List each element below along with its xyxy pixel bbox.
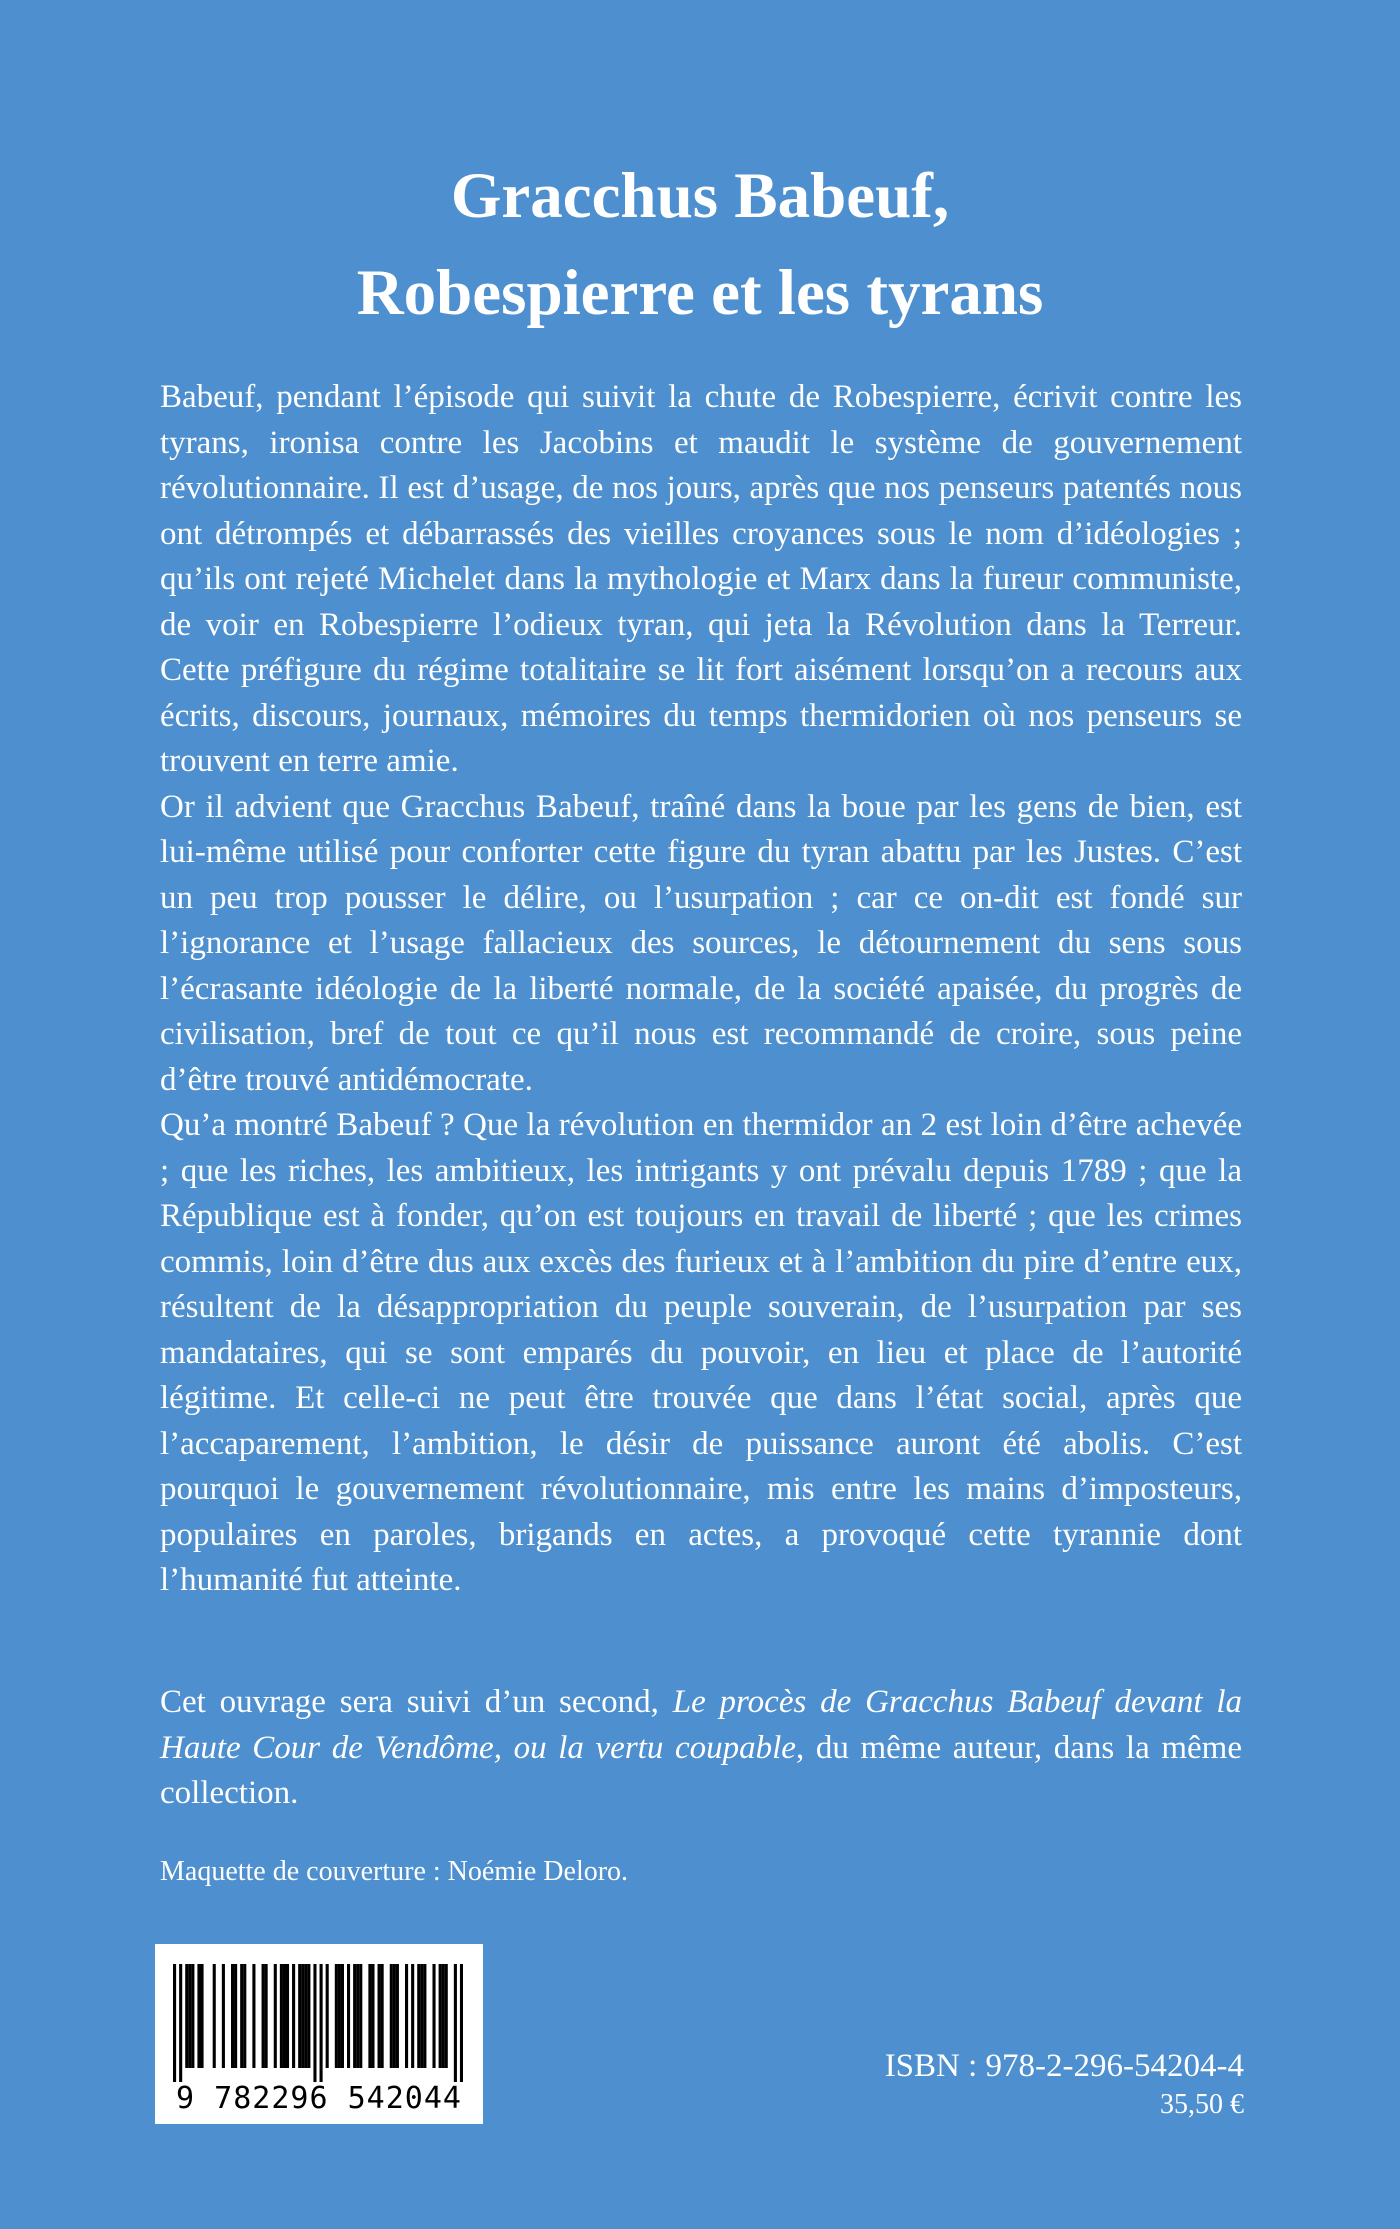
barcode-bar [439, 1964, 442, 2068]
barcode-bar [274, 1964, 277, 2068]
barcode-bar [191, 1964, 194, 2068]
isbn: ISBN : 978-2-296-54204-4 [884, 2048, 1244, 2084]
barcode-digits: 9 782296 542044 [176, 2081, 462, 2116]
barcode-bar [185, 1964, 188, 2068]
barcode-bar [393, 1964, 396, 2068]
barcode-bar [304, 1964, 307, 2068]
barcode-bar [222, 1964, 225, 2068]
sequel-note-lead: Cet ouvrage sera suivi d’un second, [160, 1684, 673, 1720]
barcode-bar [262, 1964, 265, 2068]
barcode-bar [197, 1964, 200, 2068]
sequel-book-title: Le procès de Gracchus Babeuf devant la Haute Cour de Vendôme, ou la vertu coupable [160, 1684, 1242, 1766]
barcode-bar [243, 1964, 246, 2068]
sequel-note-tail: , du même auteur, dans la même collection. [160, 1729, 1242, 1811]
barcode-bar [390, 1964, 393, 2068]
price: 35,50 € [1160, 2089, 1244, 2120]
blurb-paragraph-2: Or il advient que Gracchus Babeuf, traîné dans la boue par les gens de bien, est lui-même utilisé pour conforter cette figure du tyran abattu par les Justes. C’est un peu trop pousser le délire, ou l’usurpation ; car ce on-dit est fondé sur l’ignorance et l’usage fallacieux des sources, le détournement du sens sous l’écrasante idéologie de la liberté normale, de la société apaisée, du progrès de civilisation, bref de tout ce qu’il nous est recommandé de croire, sous peine d’être trouvé antidémocrate. [160, 788, 1242, 1098]
barcode-bar [307, 1964, 310, 2068]
cover-design-credit: Maquette de couverture : Noémie Deloro. [160, 1856, 629, 1887]
barcode-bar [460, 1964, 463, 2082]
barcode-bar [188, 1964, 191, 2068]
barcode-bar [283, 1964, 286, 2068]
barcode-bar [252, 1964, 255, 2068]
blurb [160, 375, 1242, 1604]
barcode-bars [173, 1964, 463, 2082]
barcode-bar [371, 1964, 374, 2068]
barcode-bar [231, 1964, 234, 2068]
barcode-bar [347, 1964, 350, 2068]
barcode-bar [213, 1964, 216, 2068]
barcode-bar [454, 1964, 457, 2082]
barcode-bar [173, 1964, 176, 2082]
barcode-bar [420, 1964, 423, 2068]
barcode-bar [442, 1964, 445, 2068]
barcode-bar [335, 1964, 338, 2068]
barcode-bar [356, 1964, 359, 2068]
blurb-paragraph-1: Babeuf, pendant l’épisode qui suivit la chute de Robespierre, écrivit contre les tyrans, ironisa contre les Jacobins et maudit le système de gouvernement révolutionnaire. Il est d’usage, de nos jours, après que nos penseurs patentés nous ont détrompés et débarrassés des vieilles croyances sous le nom d’idéologies ; qu’ils ont rejeté Michelet dans la mythologie et Marx dans la fureur communiste, de voir en Robespierre l’odieux tyran, qui jeta la Révolution dans la Terreur. Cette préfigure du régime totalitaire se lit fort aisément lorsqu’on a recours aux écrits, discours, journaux, mémoires du temps thermidorien où nos penseurs se trouvent en terre amie. [160, 379, 1242, 779]
barcode-bar [423, 1964, 426, 2068]
title-line-2: Robespierre et les tyrans [356, 257, 1044, 329]
barcode-bar [326, 1964, 329, 2068]
barcode-bar [445, 1964, 448, 2068]
barcode-bar [179, 1964, 182, 2082]
barcode-bar [411, 1964, 414, 2068]
barcode [155, 1944, 483, 2124]
barcode-bar [301, 1964, 304, 2068]
barcode-bar [353, 1964, 356, 2068]
barcode-bar [338, 1964, 341, 2068]
barcode-bar [359, 1964, 362, 2068]
barcode-bar [368, 1964, 371, 2068]
barcode-bar [240, 1964, 243, 2068]
barcode-bar [396, 1964, 399, 2068]
barcode-bar [265, 1964, 268, 2068]
barcode-bar [378, 1964, 381, 2068]
barcode-bar [298, 1964, 301, 2068]
book-title [0, 148, 1400, 342]
barcode-bar [432, 1964, 435, 2068]
barcode-bar [381, 1964, 384, 2068]
barcode-bar [405, 1964, 408, 2068]
barcode-bar [320, 1964, 323, 2082]
barcode-bar [417, 1964, 420, 2068]
barcode-bar [200, 1964, 203, 2068]
title-line-1: Gracchus Babeuf, [450, 160, 950, 232]
barcode-bar [341, 1964, 344, 2068]
barcode-bar [286, 1964, 289, 2068]
barcode-bar [292, 1964, 295, 2068]
blurb-paragraph-3: Qu’a montré Babeuf ? Que la révolution en thermidor an 2 est loin d’être achevée ; que les riches, les ambitieux, les intrigants y ont prévalu depuis 1789 ; que la République est à fonder, qu’on est toujours en travail de liberté ; que les crimes commis, loin d’être dus aux excès des furieux et à l’ambition du pire d’entre eux, résultent de la désappropriation du peuple souverain, de l’usurpation par ses mandataires, qui se sont emparés du pouvoir, en lieu et place de l’autorité légitime. Et celle-ci ne peut être trouvée que dans l’état social, après que l’accaparement, l’ambition, le désir de puissance auront été abolis. C’est pourquoi le gouvernement révolutionnaire, mis entre les mains d’imposteurs, populaires en paroles, brigands en actes, a provoqué cette tyrannie dont l’humanité fut atteinte. [160, 1107, 1242, 1598]
barcode-bar [280, 1964, 283, 2068]
barcode-bar [313, 1964, 316, 2082]
sequel-note [160, 1680, 1242, 1817]
barcode-bar [234, 1964, 237, 2068]
